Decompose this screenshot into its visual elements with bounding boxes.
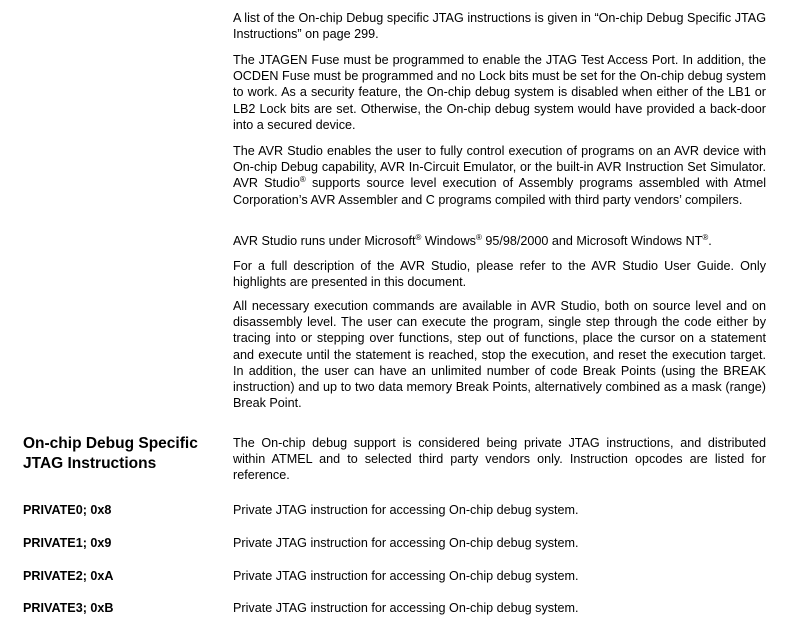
- section-heading: On-chip Debug Specific JTAG Instructions: [23, 435, 198, 472]
- instruction-label: PRIVATE3; 0xB: [23, 601, 114, 615]
- instruction-description: Private JTAG instruction for accessing On-chip debug system.: [233, 503, 579, 517]
- registered-mark: ®: [299, 175, 306, 185]
- intro-paragraph-4: [233, 233, 766, 249]
- p4-part-d: .: [708, 234, 712, 248]
- registered-mark: ®: [702, 233, 709, 242]
- instruction-description: Private JTAG instruction for accessing On-chip debug system.: [233, 536, 579, 550]
- p4-part-c: 95/98/2000 and Microsoft Windows NT: [481, 234, 703, 248]
- intro-paragraph-3: [233, 143, 766, 208]
- intro-paragraph-2: The JTAGEN Fuse must be programmed to enable the JTAG Test Access Port. In addition, the OCDEN Fuse must be programmed and no Lock bits must be set for the On-chip debug system to work. As a security feature, the On-chip debug system is disabled when either of the LB1 or LB2 Lock bits are set. Otherwise, the On-chip debug system would have provided a back-door into a secured device.: [233, 53, 766, 132]
- instruction-description: Private JTAG instruction for accessing On-chip debug system.: [233, 601, 579, 615]
- instruction-label: PRIVATE1; 0x9: [23, 536, 112, 550]
- p3-part-a: The AVR Studio enables the user to fully control execution of programs on an AVR device with On-chip Debug capability, AVR In-Circuit Emulator, or the built-in AVR Instruction Set Simulator. AVR Studio: [233, 144, 766, 191]
- registered-mark: ®: [415, 233, 422, 242]
- intro-paragraph-5: For a full description of the AVR Studio, please refer to the AVR Studio User Guide. Only highlights are presented in this document.: [233, 259, 766, 290]
- intro-paragraph-6: All necessary execution commands are available in AVR Studio, both on source level and on disassembly level. The user can execute the program, single step through the code either by tracing into or stepping over functions, step out of functions, place the cursor on a statement and execute until the statement is reached, stop the execution, and reset the execution target. In addition, the user can have an unlimited number of code Break Points (using the BREAK instruction) and up to two data memory Break Points, alternatively combined as a mask (range) Break Point.: [233, 299, 766, 411]
- p4-part-b: Windows: [421, 234, 476, 248]
- intro-paragraph-1: A list of the On-chip Debug specific JTAG instructions is given in “On-chip Debug Specific JTAG Instructions” on page 299.: [233, 11, 766, 42]
- section-description: The On-chip debug support is considered being private JTAG instructions, and distributed within ATMEL and to selected third party vendors only. Instruction opcodes are listed for reference.: [233, 436, 766, 483]
- instruction-label: PRIVATE2; 0xA: [23, 569, 114, 583]
- p3-part-b: supports source level execution of Assembly programs assembled with Atmel Corporation’s AVR Assembler and C programs compiled with third party vendors’ compilers.: [233, 176, 766, 207]
- instruction-description: Private JTAG instruction for accessing On-chip debug system.: [233, 569, 579, 583]
- registered-mark: ®: [475, 233, 482, 242]
- instruction-label: PRIVATE0; 0x8: [23, 503, 112, 517]
- p4-part-a: AVR Studio runs under Microsoft: [233, 234, 416, 248]
